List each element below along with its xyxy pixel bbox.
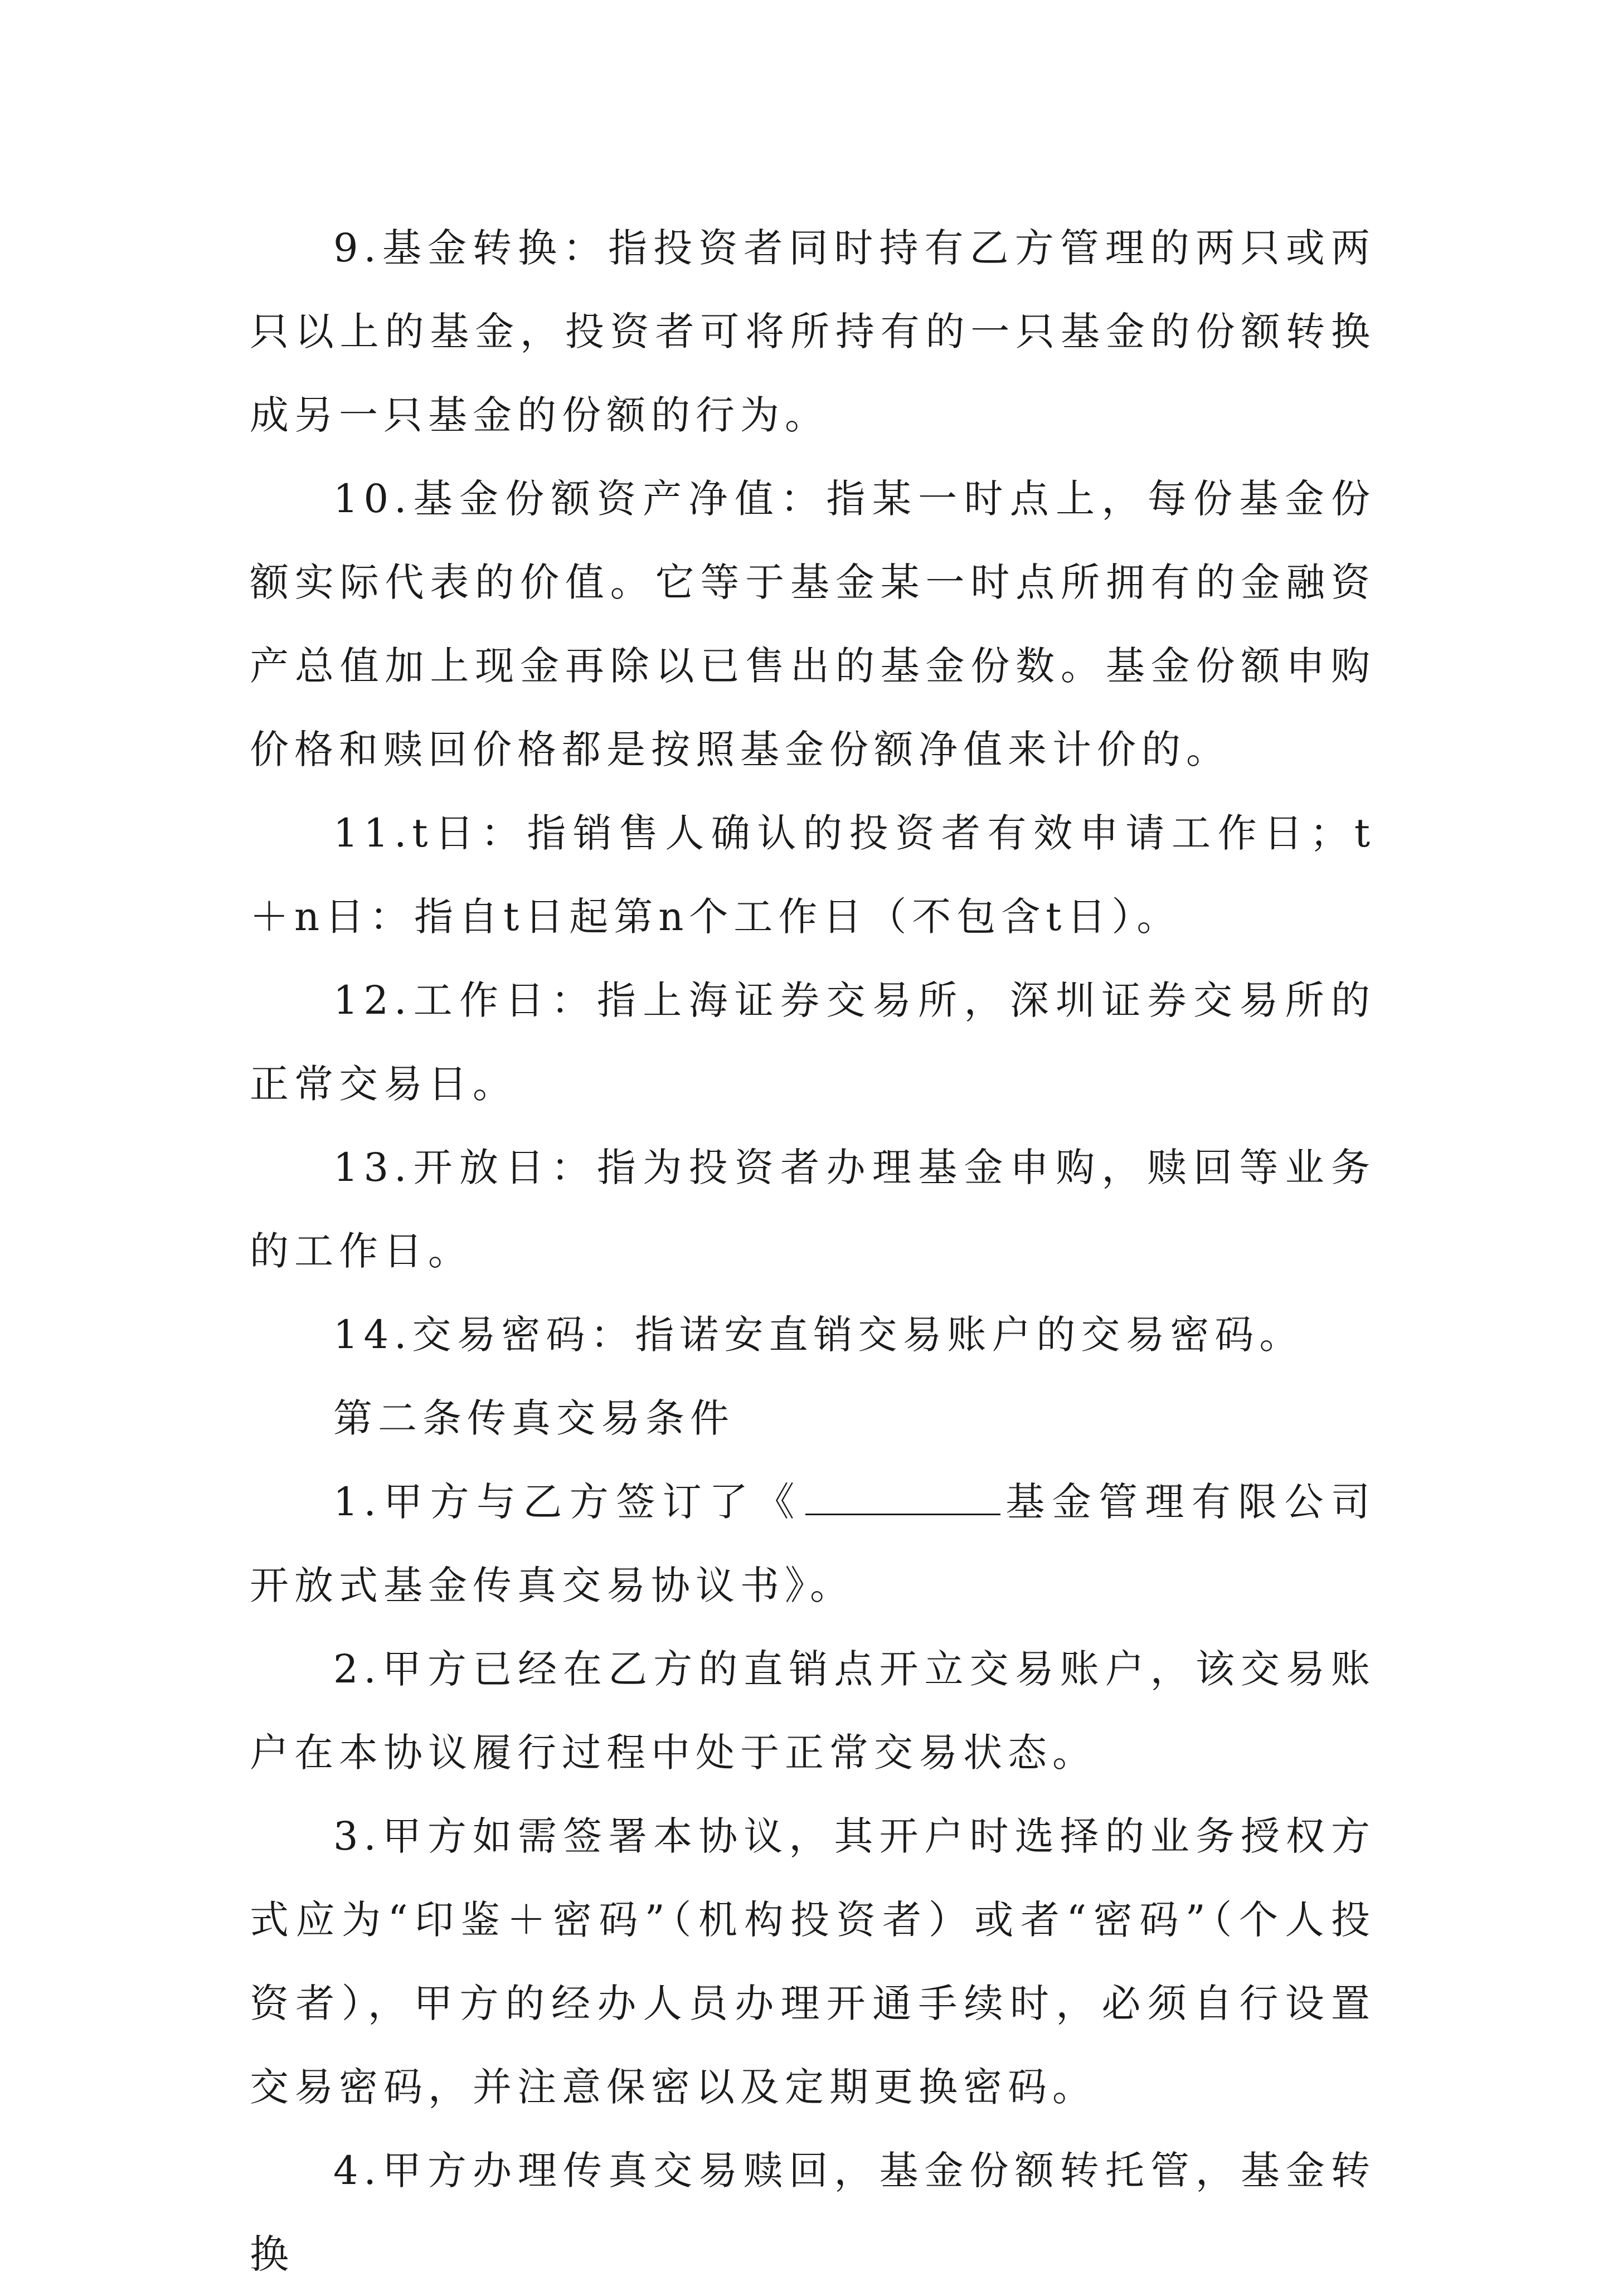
condition-1 — [250, 1460, 1376, 1627]
section-heading-article-2: 第二条传真交易条件 — [333, 1395, 735, 1441]
condition-2: 2.甲方已经在乙方的直销点开立交易账户，该交易账户在本协议履行过程中处于正常交易状态。 — [250, 1646, 1376, 1775]
definition-open-day: 13.开放日：指为投资者办理基金申购，赎回等业务的工作日。 — [250, 1145, 1376, 1274]
definition-trading-password: 14.交易密码：指诺安直销交易账户的交易密码。 — [333, 1312, 1304, 1358]
condition-3: 3.甲方如需签署本协议，其开户时选择的业务授权方式应为“印鉴＋密码”（机构投资者）或者“密码”（个人投资者），甲方的经办人员办理开通手续时，必须自行设置交易密码，并注意保密以及定期更换密码。 — [250, 1813, 1376, 2110]
definition-net-asset-value: 10.基金份额资产净值：指某一时点上，每份基金份额实际代表的价值。它等于基金某一时点所拥有的金融资产总值加上现金再除以已售出的基金份数。基金份额申购价格和赎回价格都是按照基金份额净值来计价的。 — [250, 476, 1376, 772]
fill-in-blank-line — [805, 1480, 1000, 1515]
document-body — [250, 206, 1376, 2296]
definition-fund-conversion: 9.基金转换：指投资者同时持有乙方管理的两只或两只以上的基金，投资者可将所持有的一只基金的份额转换成另一只基金的份额的行为。 — [250, 225, 1376, 438]
definition-t-day: 11.t日：指销售人确认的投资者有效申请工作日；t＋n日：指自t日起第n个工作日（不包含t日）。 — [250, 810, 1376, 940]
condition-4: 4.甲方办理传真交易赎回，基金份额转托管，基金转换 — [250, 2148, 1376, 2277]
definition-working-day: 12.工作日：指上海证券交易所，深圳证券交易所的正常交易日。 — [250, 977, 1376, 1107]
condition-1-text-after: 基金管理有限公司开放式基金传真交易协议书》。 — [250, 1479, 1376, 1608]
condition-1-text-before: 1.甲方与乙方签订了《 — [333, 1479, 802, 1525]
